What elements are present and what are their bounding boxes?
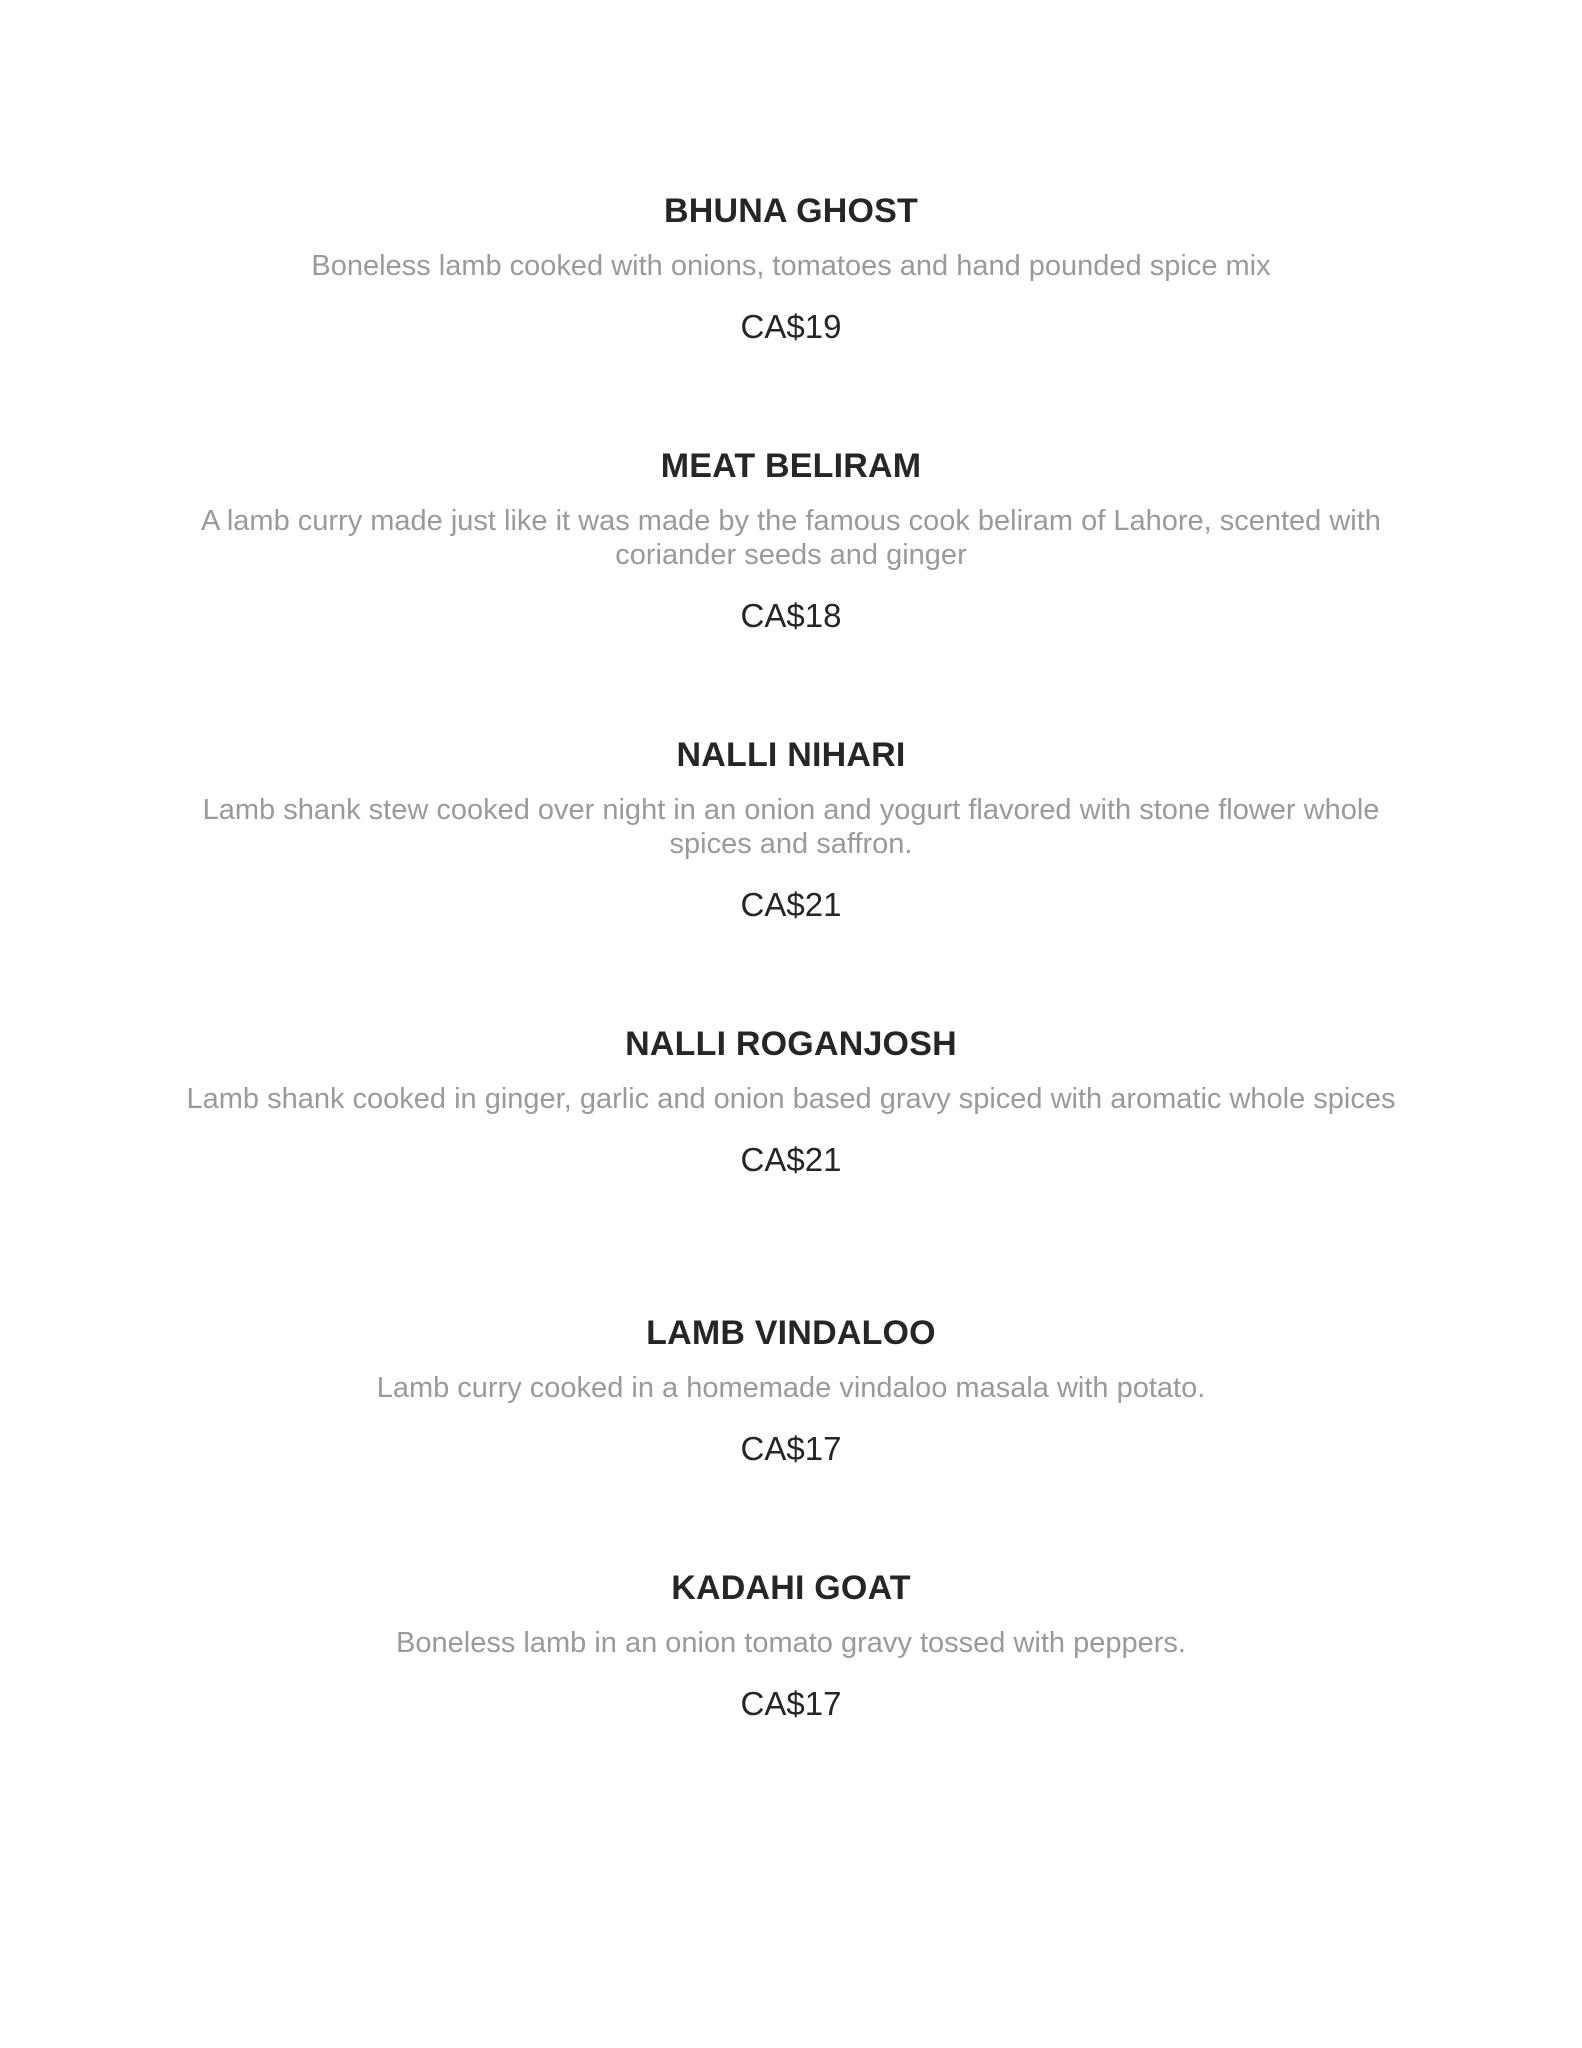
item-description: Boneless lamb in an onion tomato gravy tossed with peppers. xyxy=(396,1627,1186,1659)
item-price: CA$21 xyxy=(740,1141,842,1178)
item-name: KADAHI GOAT xyxy=(671,1569,911,1607)
item-name: NALLI ROGANJOSH xyxy=(625,1025,957,1063)
item-price: CA$17 xyxy=(740,1430,842,1467)
item-price: CA$17 xyxy=(740,1685,842,1722)
menu-item-nalli-nihari xyxy=(0,735,1582,925)
menu-item-nalli-roganjosh xyxy=(0,1024,1582,1180)
item-price: CA$19 xyxy=(740,308,842,345)
item-description: Lamb shank cooked in ginger, garlic and onion based gravy spiced with aromatic whole spices xyxy=(186,1083,1396,1115)
item-description: Lamb shank stew cooked over night in an onion and yogurt flavored with stone flower whole spices and saffron. xyxy=(202,794,1380,860)
item-name: BHUNA GHOST xyxy=(663,192,919,230)
item-name: MEAT BELIRAM xyxy=(660,447,922,485)
menu-item-meat-beliram xyxy=(0,446,1582,636)
item-description: A lamb curry made just like it was made by the famous cook beliram of Lahore, scented with coriander seeds and ginger xyxy=(201,505,1381,571)
item-name: NALLI NIHARI xyxy=(676,736,906,774)
item-description: Boneless lamb cooked with onions, tomatoes and hand pounded spice mix xyxy=(311,250,1271,282)
menu-item-bhuna-ghost xyxy=(0,191,1582,347)
item-name: LAMB VINDALOO xyxy=(646,1314,936,1352)
menu-item-kadahi-goat xyxy=(0,1568,1582,1724)
item-price: CA$18 xyxy=(740,597,842,634)
item-description: Lamb curry cooked in a homemade vindaloo masala with potato. xyxy=(376,1372,1206,1404)
menu-item-lamb-vindaloo xyxy=(0,1313,1582,1469)
item-price: CA$21 xyxy=(740,886,842,923)
